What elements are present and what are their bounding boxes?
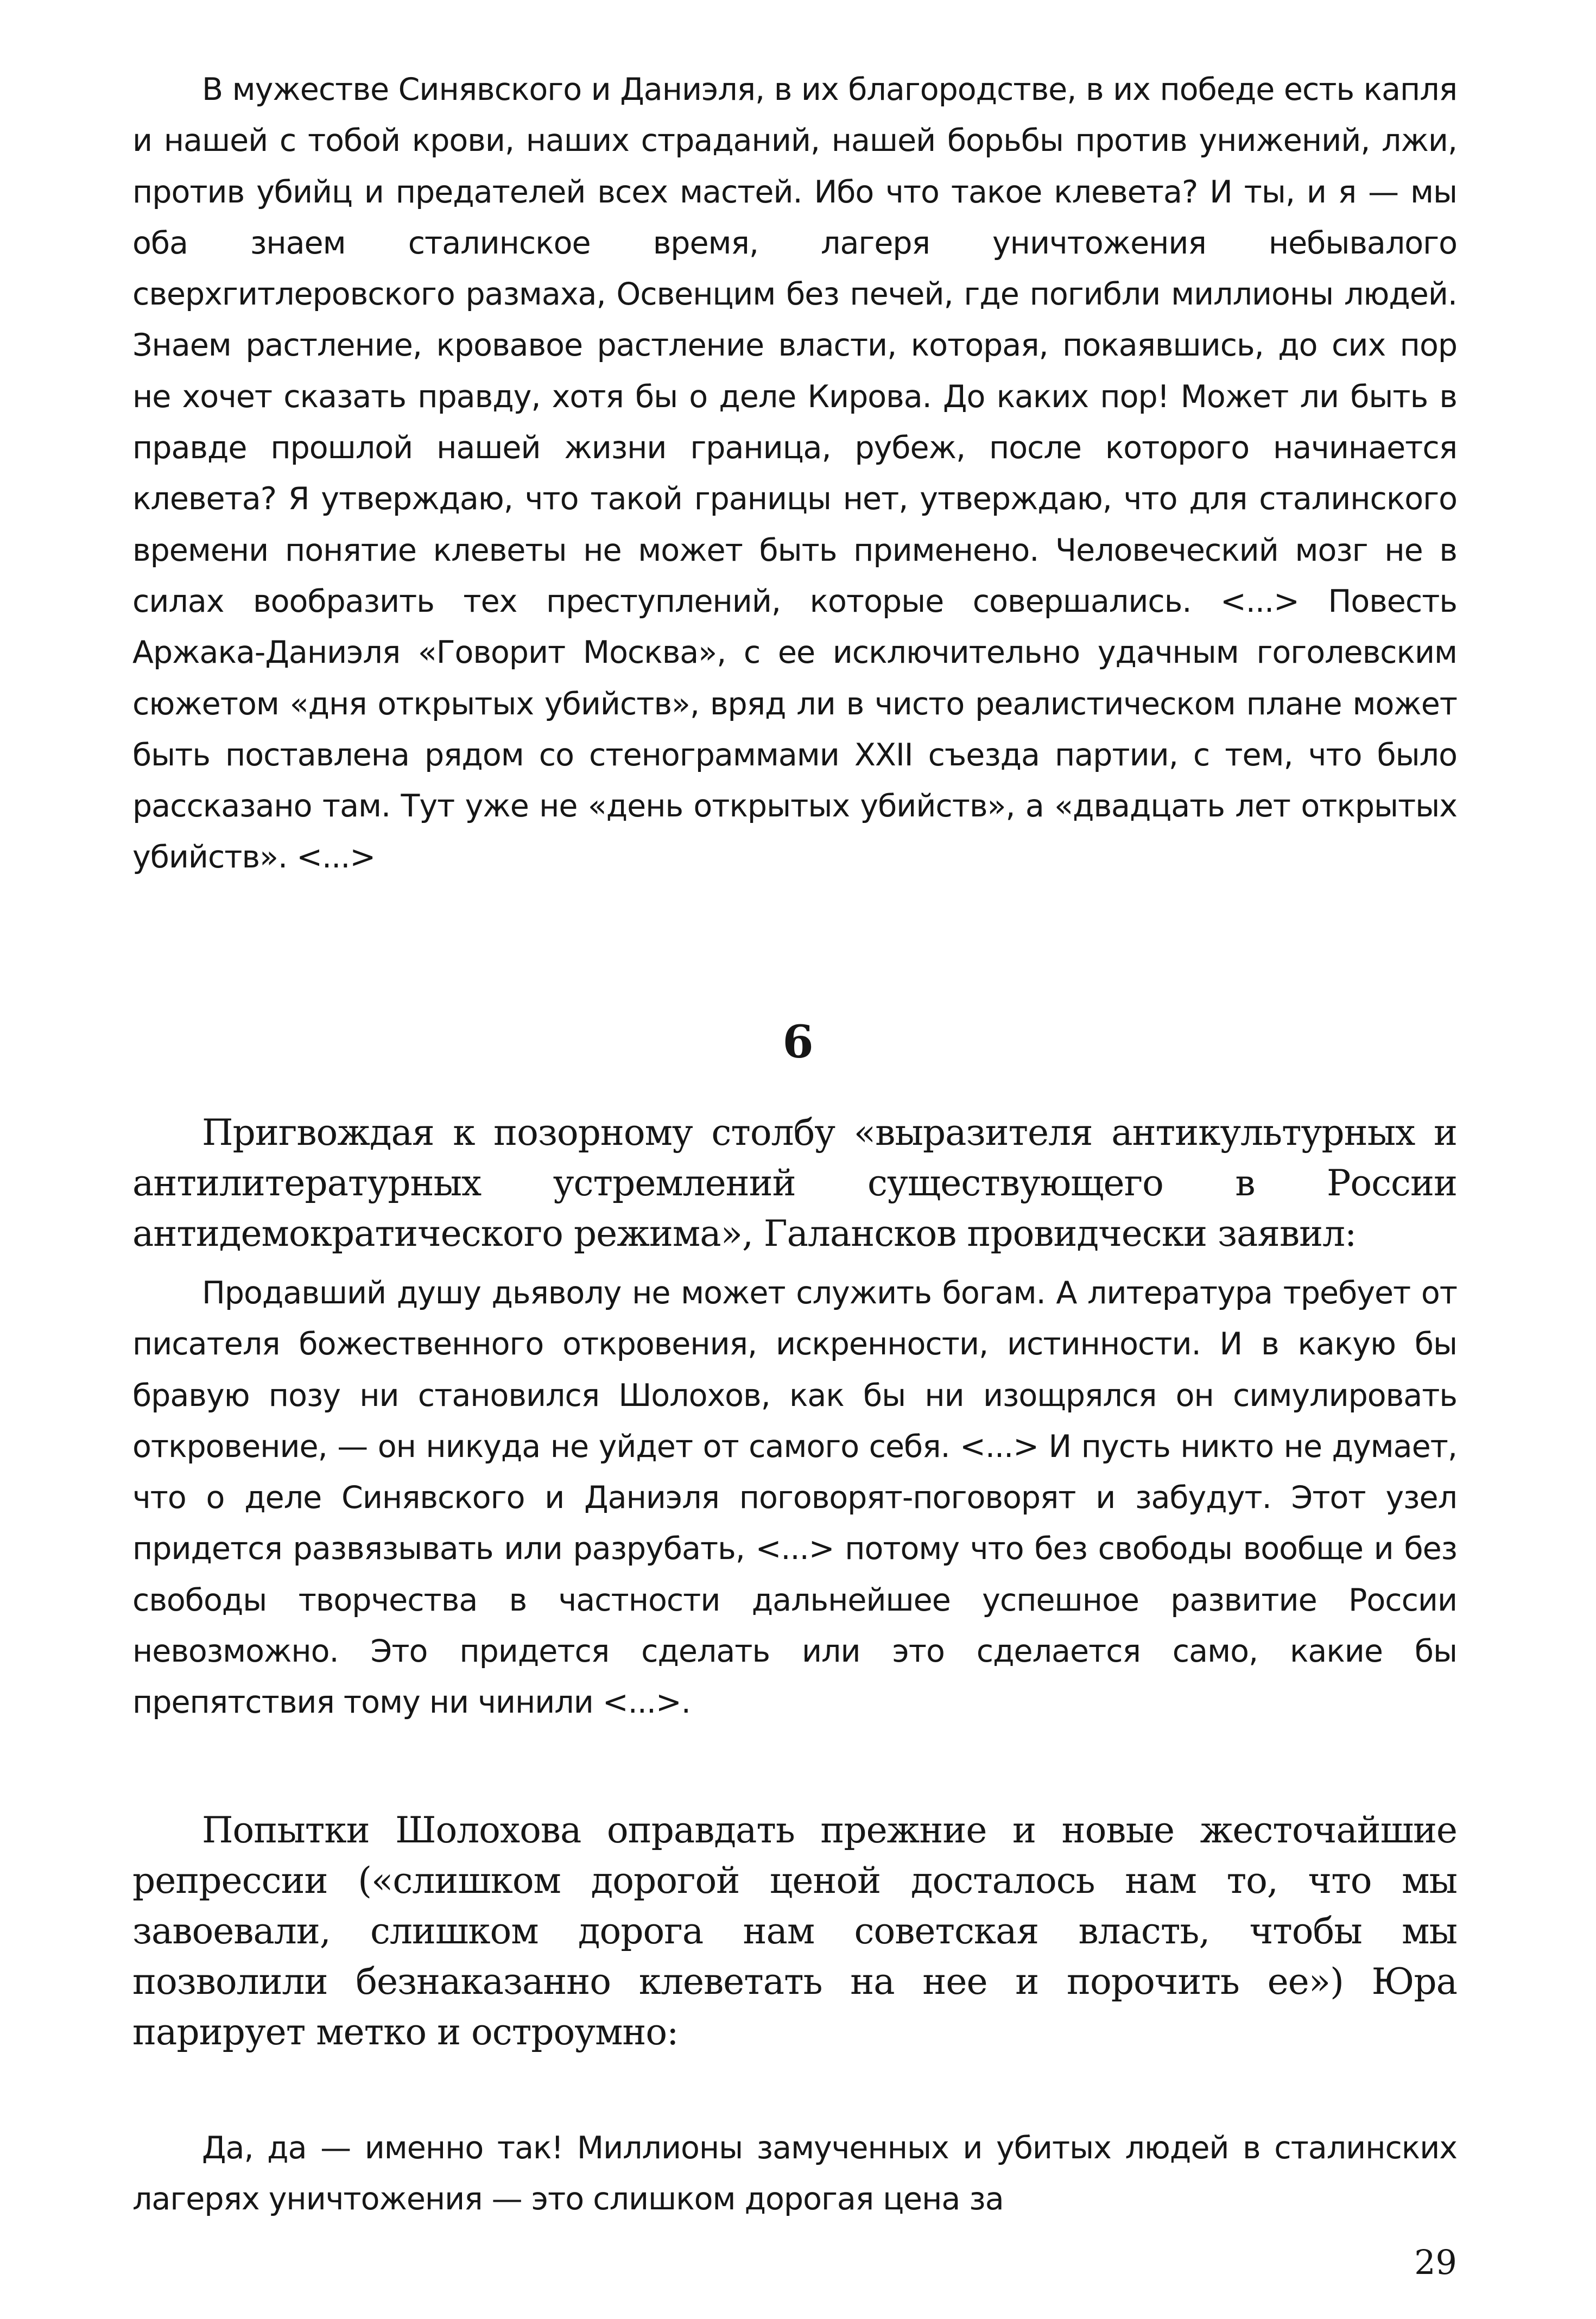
quote-block: В мужестве Синявского и Даниэля, в их благородстве, в их победе есть капля и нашей с тобой крови, наших страданий, нашей борьбы против унижений, лжи, против убийц и предателей всех мастей. Ибо что такое клевета? И ты, и я — мы оба знаем сталинское время, лагеря уничтожения небывалого сверхгитлеровского размаха, Освенцим без печей, где погибли миллионы людей. Знаем растление, кровавое растление власти, которая, покаявшись, до сих пор не хочет сказать правду, хотя бы о деле Кирова. До каких пор! Может ли быть в правде прошлой нашей жизни граница, рубеж, после которого начинается клевета? Я утверждаю, что такой границы нет, утверждаю, что для сталинского времени понятие клеветы не может быть применено. Человеческий мозг не в силах вообразить тех преступлений, которые совершались. <...> Повесть Аржака-Даниэля «Говорит Москва», с ее исключительно удачным гоголевским сюжетом «дня открытых убийств», вряд ли в чисто реалистическом плане может быть поставлена рядом со стенограммами XXII съезда партии, с тем, что было рассказано там. Тут уже не «день открытых убийств», а «двадцать лет открытых убийств». <...> <box>132 72 1457 876</box>
section-number: 6 <box>782 1016 814 1068</box>
body-paragraph: Пригвождая к позорному столбу «выразителя антикультурных и антилитературных устремлений существующего в России антидемократического режима», Галансков провидчески заявил: <box>132 1112 1457 1254</box>
quote-block: Продавший душу дьяволу не может служить богам. А литература требует от писателя божественного откровения, искренности, истинности. И в какую бы бравую позу ни становился Шолохов, как бы ни изощрялся он симулировать откровение, — он никуда не уйдет от самого себя. <...> И пусть никто не думает, что о деле Синявского и Даниэля поговорят-поговорят и забудут. Этот узел придется развязывать или разрубать, <...> потому что без свободы вообще и без свободы творчества в частности дальнейшее успешное развитие России невозможно. Это придется сделать или это сделается само, какие бы препятствия тому ни чинили <...>. <box>132 1275 1457 1721</box>
page-number: 29 <box>1414 2242 1457 2282</box>
body-paragraph: Попытки Шолохова оправдать прежние и новые жесточайшие репрессии («слишком дорогой ценой досталось нам то, что мы завоевали, слишком дорога нам советская власть, чтобы мы позволили безнаказанно клеветать на нее и порочить ее») Юра парирует метко и остроумно: <box>132 1809 1457 2053</box>
quote-block: Да, да — именно так! Миллионы замученных и убитых людей в сталинских лагерях уничтожения — это слишком дорогая цена за <box>132 2130 1457 2217</box>
